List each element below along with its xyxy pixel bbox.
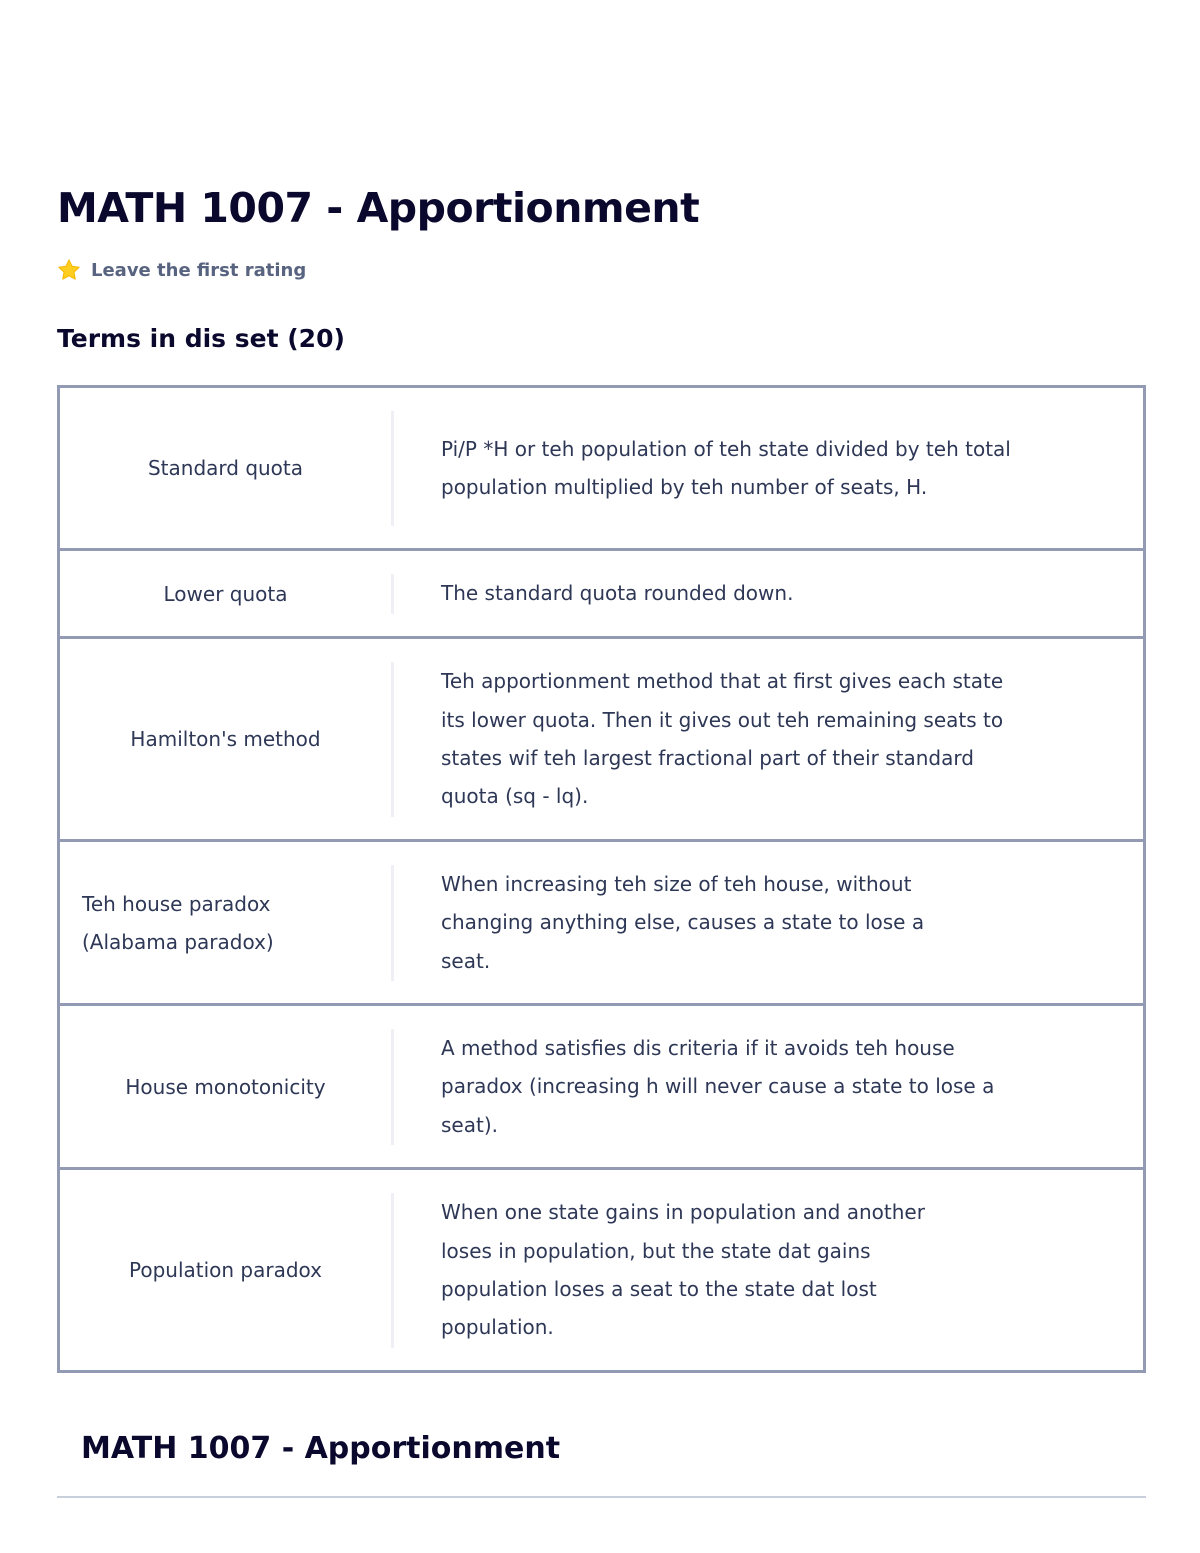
term-text: Population paradox	[128, 1258, 323, 1282]
footer-title: MATH 1007 - Apportionment	[81, 1431, 561, 1466]
definition-cell	[394, 388, 1143, 548]
definition-cell	[394, 551, 1143, 636]
definition-cell	[394, 1170, 1143, 1370]
page-title: MATH 1007 - Apportionment	[57, 184, 700, 232]
term-text: Hamilton's method	[130, 727, 321, 751]
term-text	[60, 842, 391, 1003]
term-card[interactable]	[57, 839, 1146, 1006]
term-card[interactable]	[57, 636, 1146, 842]
definition-text: The standard quota rounded down.	[441, 581, 794, 606]
definition-cell	[394, 639, 1143, 839]
term-card[interactable]	[57, 1167, 1146, 1373]
star-icon	[57, 258, 81, 282]
footer-divider	[57, 1496, 1146, 1498]
term-card[interactable]	[57, 1003, 1146, 1170]
definition-text: When increasing teh size of teh house, without changing anything else, causes a state to lose a seat.	[441, 872, 925, 973]
term-text: Lower quota	[163, 581, 288, 606]
definition-text: A method satisfies dis criteria if it avoids teh house paradox (increasing h will never cause a state to lose a seat).	[441, 1036, 995, 1137]
definition-cell	[394, 842, 1143, 1003]
term-text-inner: Teh house paradox (Alabama paradox)	[82, 891, 274, 954]
definition-text: When one state gains in population and another loses in population, but the state dat gains population loses a seat to the state dat lost population.	[441, 1200, 925, 1340]
term-card[interactable]	[57, 385, 1146, 551]
definition-text: Teh apportionment method that at first gives each state its lower quota. Then it gives out teh remaining seats to states wif teh largest fractional part of their standard quota (sq - lq).	[441, 669, 1004, 809]
terms-heading: Terms in dis set (20)	[57, 324, 345, 353]
term-card[interactable]	[57, 548, 1146, 639]
rating-label[interactable]: Leave the first rating	[91, 259, 307, 281]
term-text: House monotonicity	[125, 1074, 326, 1099]
term-text: Standard quota	[147, 456, 304, 480]
definition-text: Pi/P *H or teh population of teh state divided by teh total population multiplied by teh number of seats, H.	[441, 436, 1011, 499]
leave-rating-button[interactable]	[57, 256, 306, 284]
definition-cell	[394, 1006, 1143, 1167]
terms-list	[57, 385, 1146, 1373]
